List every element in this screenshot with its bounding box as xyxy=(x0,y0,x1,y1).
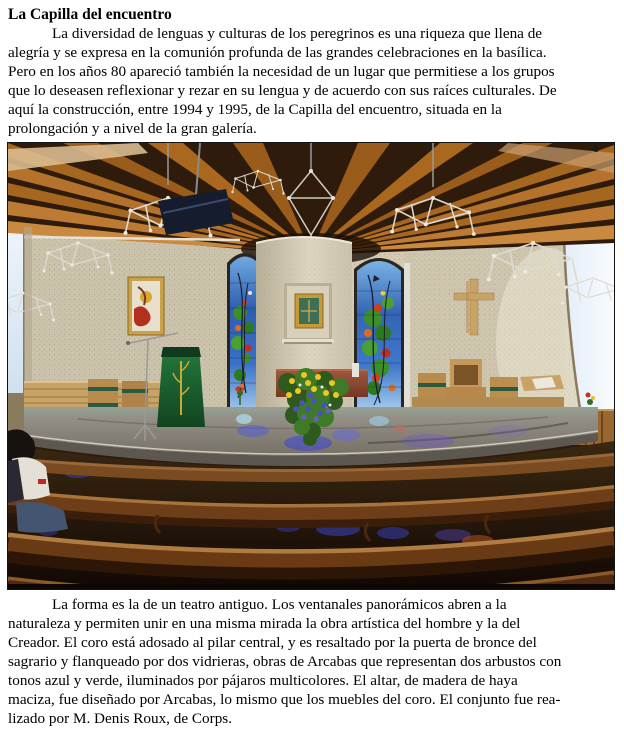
wall-shelf xyxy=(520,375,564,391)
candle xyxy=(352,363,359,377)
text-line: prolongación y a nivel de la gran galería. xyxy=(8,120,257,137)
text-line: Creador. El coro está adosado al pilar central, y es resaltado por la puerta de bronce del xyxy=(8,634,537,651)
text-line: que lo deseasen reflexionar y rezar en su lengua y de acuerdo con sus raíces culturales. De xyxy=(8,82,557,99)
text-line: alegría y se expresa en la comunión profunda de las grandes celebraciones en la basílica. xyxy=(8,44,547,61)
framed-painting xyxy=(128,277,164,335)
lectern xyxy=(157,347,205,427)
paragraph-description xyxy=(8,595,616,728)
text-line: La diversidad de lenguas y culturas de los peregrinos es una riqueza que llena de xyxy=(52,25,543,42)
left-side-window xyxy=(8,227,24,443)
tabernacle xyxy=(282,283,334,343)
text-line: maciza, fue diseñado por Arcabas, lo mismo que los muebles del coro. El conjunto fue rea- xyxy=(8,691,561,708)
paragraph-intro xyxy=(8,24,616,138)
text-line: sagrario y flanqueado por dos vidrieras, obras de Arcabas que representan dos arbustos con xyxy=(8,653,562,670)
stools-left xyxy=(88,379,148,411)
text-line: La forma es la de un teatro antiguo. Los ventanales panorámicos abren a la xyxy=(52,596,507,613)
text-line: naturaleza y permiten unir en una misma mirada la obra artística del hombre y la del xyxy=(8,615,521,632)
text-line: lizado por M. Denis Roux, de Corps. xyxy=(8,710,232,727)
chapel-photo xyxy=(7,142,615,590)
text-line: Pero en los años 80 apareció también la necesidad de un lugar que permitiese a los grupos xyxy=(8,63,555,80)
page-title: La Capilla del encuentro xyxy=(8,6,172,23)
text-line: tonos azul y verde, iluminados por pájaros multicolores. El altar, de madera de haya xyxy=(8,672,518,689)
text-line: aquí la construcción, entre 1994 y 1995, de la Capilla del encuentro, situada en la xyxy=(8,101,502,118)
